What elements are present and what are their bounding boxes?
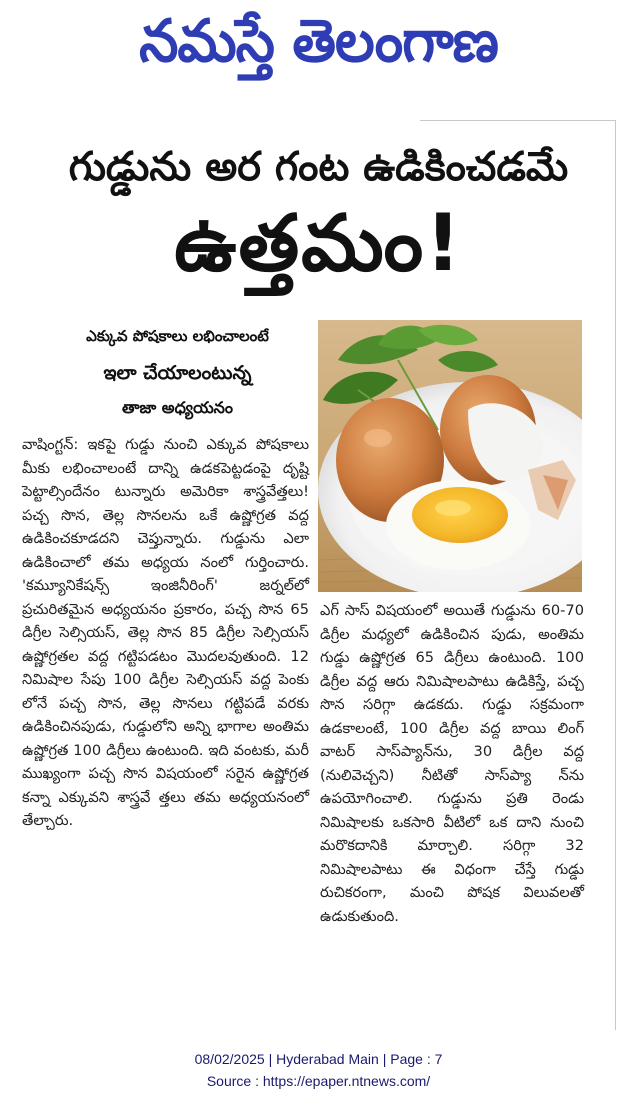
headline-line1: గుడ్డును అర గంట ఉడికించడమే xyxy=(68,144,569,190)
masthead xyxy=(0,0,637,88)
article-paragraph-right: ఎగ్ సాస్ విషయంలో అయితే గుడ్డును 60-70 డిగ్రీల మధ్యలో ఉడికించిన పుడు, అంతిమ గుడ్డు ఉష్ణోగ్రత 65 డిగ్రీలు ఉంటుంది. 100 డిగ్రీల వద్ద ఆరు నిమిషాలపాటు ఉడికిస్తే, పచ్చ సొన సరిగ్గా ఉడకదు. గుడ్డు సక్రమంగా ఉడకాలంటే, 100 డిగ్రీల వద్ద బాయి లింగ్ వాటర్ సాస్‌ప్యాన్‌ను, 30 డిగ్రీల వద్ద (నులివెచ్చని) నీటితో సాస్‌ప్యా న్‌ను ఉపయోగించాలి. గుడ్డును ప్రతి రెండు నిమిషాలకు ఒకసారి వీటిలో ఒక దాని నుంచి మరొకదానికి మార్చాలి. సరిగ్గా 32 నిమిషాలపాటు ఈ విధంగా చేస్తే గుడ్డు రుచికరంగా, మంచి పోషక విలువలతో ఉడుకుతుంది. xyxy=(320,602,584,925)
footer xyxy=(0,1048,637,1092)
masthead-logo: నమస్తే తెలంగాణ xyxy=(139,7,498,76)
boiled-eggs-photo xyxy=(318,320,582,592)
subheadline-line3: తాజా అధ్యయనం xyxy=(121,398,234,417)
subheadline-line2: ఇలా చేయాలంటున్న xyxy=(103,362,252,384)
article-paragraph-left: వాషింగ్టన్: ఇకపై గుడ్డు నుంచి ఎక్కువ పోషకాలు మీకు లభించాలంటే దాన్ని ఉడకపెట్టడంపై దృష్టి పెట్టాల్సిందేనం టున్నారు అమెరికా శాస్త్రవేత్తలు! పచ్చ సొన, తెల్ల సొనలను ఒకే ఉష్ణోగ్రత వద్ద ఉడికించకూడదని చెప్తున్నారు. గుడ్డును ఎలా ఉడికించాలో తమ అధ్యయ నంలో గుర్తించారు. 'కమ్యూనికేషన్స్ ఇంజినీరింగ్' జర్నల్‌లో ప్రచురితమైన అధ్యయనం ప్రకారం, పచ్చ సొన 65 డిగ్రీల సెల్సియస్, తెల్ల సొన 85 డిగ్రీల సెల్సియస్ ఉష్ణోగ్రతల వద్ద గట్టిపడటం మొదలవుతుంది. 12 నిమిషాల సేపు 100 డిగ్రీల సెల్సియస్ వద్ద పెంకు లోనే పచ్చ సొన, తెల్ల సొనలు గట్టిపడే వరకు ఉడికించినపుడు, గుడ్డులోని అన్ని భాగాల అంతిమ ఉష్ణోగ్రత 100 డిగ్రీలు ఉంటుంది. ఇది వంటకు, మరీ ముఖ్యంగా పచ్చ సొన విషయంలో సరైన ఉష్ణోగ్రత కన్నా ఎక్కువని శాస్త్రవే త్తలు తమ అధ్యయనంలో తేల్చారు. xyxy=(22,436,309,829)
subheadline-line1: ఎక్కువ పోషకాలు లభించాలంటే xyxy=(86,327,269,345)
article-body-right xyxy=(320,599,584,928)
footer-source-link[interactable]: Source : https://epaper.ntnews.com/ xyxy=(206,1073,431,1089)
clip-border-top xyxy=(420,120,616,121)
article-body-left xyxy=(22,433,309,833)
footer-date-edition: 08/02/2025 | Hyderabad Main | Page : 7 xyxy=(194,1051,443,1067)
headline-line2: ఉత్తమం! xyxy=(174,199,463,289)
